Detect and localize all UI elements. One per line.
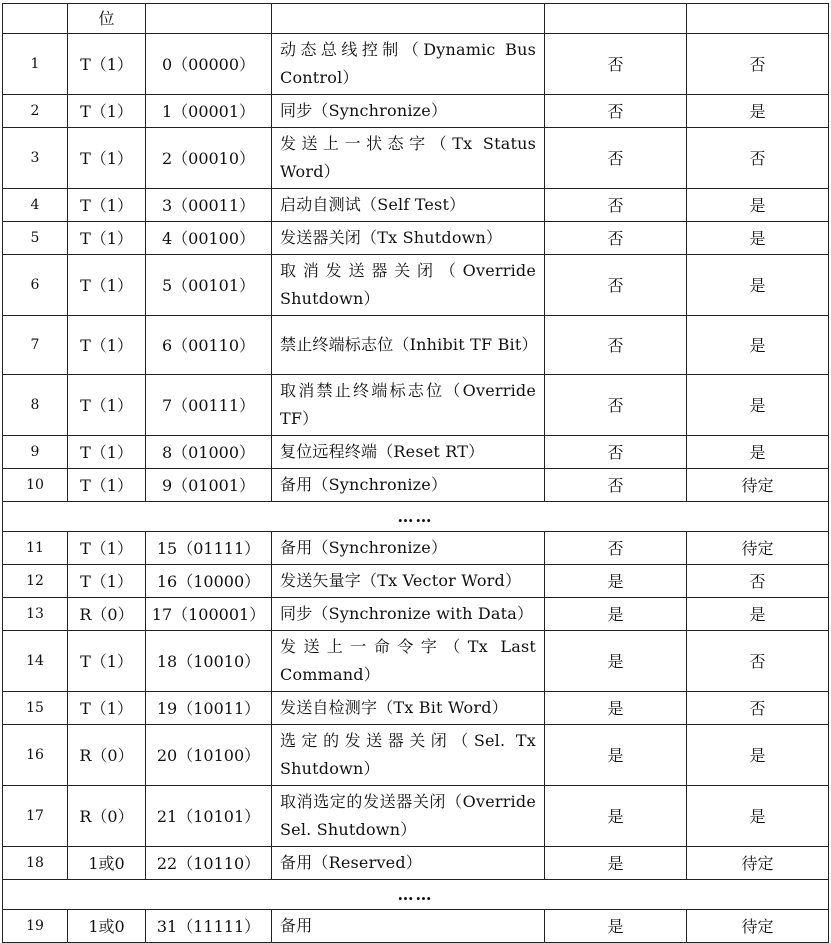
mode-code-cell: 18（10010）	[146, 631, 272, 692]
flag-cell: 否	[687, 128, 829, 189]
table-row	[3, 189, 829, 222]
tr-bit-cell: R（0）	[68, 598, 146, 631]
flag-cell: 否	[545, 189, 687, 222]
row-number: 13	[3, 598, 68, 631]
row-number: 14	[3, 631, 68, 692]
tr-bit-cell: T（1）	[68, 128, 146, 189]
tr-bit-cell: T（1）	[68, 692, 146, 725]
description-cell: 复位远程终端（Reset RT）	[272, 436, 545, 469]
mode-code-cell: 8（01000）	[146, 436, 272, 469]
flag-cell: 是	[687, 436, 829, 469]
flag-cell: 否	[545, 469, 687, 502]
tr-bit-cell: 1或0	[68, 910, 146, 943]
flag-cell: 是	[687, 255, 829, 316]
table-row	[3, 565, 829, 598]
flag-cell: 是	[687, 95, 829, 128]
mode-code-cell: 5（00101）	[146, 255, 272, 316]
table-row	[3, 532, 829, 565]
tr-bit-cell: T（1）	[68, 565, 146, 598]
description-cell: 发送矢量字（Tx Vector Word）	[272, 565, 545, 598]
tr-bit-cell: R（0）	[68, 725, 146, 786]
tr-bit-cell: T（1）	[68, 631, 146, 692]
tr-bit-cell: T（1）	[68, 95, 146, 128]
flag-cell: 否	[687, 692, 829, 725]
description-cell: 发送上一状态字（Tx Status Word）	[272, 128, 545, 189]
ellipsis-text: ……	[3, 880, 829, 910]
tr-bit-cell: T（1）	[68, 222, 146, 255]
table-row	[3, 847, 829, 880]
tr-bit-cell: T（1）	[68, 469, 146, 502]
description-cell: 备用（Reserved）	[272, 847, 545, 880]
mode-code-cell: 0（00000）	[146, 34, 272, 95]
tr-bit-cell: T（1）	[68, 255, 146, 316]
header-cell	[545, 4, 687, 34]
row-number: 9	[3, 436, 68, 469]
description-cell: 同步（Synchronize）	[272, 95, 545, 128]
row-number: 3	[3, 128, 68, 189]
ellipsis-text: ……	[3, 502, 829, 532]
row-number: 4	[3, 189, 68, 222]
flag-cell: 否	[545, 375, 687, 436]
description-cell: 备用（Synchronize）	[272, 469, 545, 502]
row-number: 10	[3, 469, 68, 502]
mode-code-cell: 7（00111）	[146, 375, 272, 436]
flag-cell: 是	[545, 692, 687, 725]
flag-cell: 是	[545, 786, 687, 847]
table-header-row	[3, 4, 829, 34]
ellipsis-row	[3, 502, 829, 532]
mode-code-cell: 19（10011）	[146, 692, 272, 725]
tr-bit-cell: R（0）	[68, 786, 146, 847]
header-cell	[146, 4, 272, 34]
flag-cell: 是	[545, 598, 687, 631]
row-number: 5	[3, 222, 68, 255]
flag-cell: 否	[545, 532, 687, 565]
flag-cell: 否	[687, 34, 829, 95]
flag-cell: 否	[545, 255, 687, 316]
row-number: 18	[3, 847, 68, 880]
mode-code-cell: 16（10000）	[146, 565, 272, 598]
flag-cell: 待定	[687, 847, 829, 880]
tr-bit-cell: 1或0	[68, 847, 146, 880]
mode-code-cell: 2（00010）	[146, 128, 272, 189]
flag-cell: 否	[687, 631, 829, 692]
table-row	[3, 631, 829, 692]
flag-cell: 否	[545, 436, 687, 469]
ellipsis-row	[3, 880, 829, 910]
flag-cell: 是	[687, 725, 829, 786]
description-cell: 发送自检测字（Tx Bit Word）	[272, 692, 545, 725]
table-row	[3, 375, 829, 436]
description-cell: 备用	[272, 910, 545, 943]
flag-cell: 是	[687, 316, 829, 375]
tr-bit-cell: T（1）	[68, 375, 146, 436]
row-number: 15	[3, 692, 68, 725]
description-cell: 动态总线控制（Dynamic Bus Control）	[272, 34, 545, 95]
row-number: 8	[3, 375, 68, 436]
table-row	[3, 128, 829, 189]
table-row	[3, 692, 829, 725]
flag-cell: 是	[545, 910, 687, 943]
row-number: 19	[3, 910, 68, 943]
table-row	[3, 222, 829, 255]
flag-cell: 是	[687, 222, 829, 255]
tr-bit-cell: T（1）	[68, 316, 146, 375]
flag-cell: 否	[545, 95, 687, 128]
mode-code-cell: 9（01001）	[146, 469, 272, 502]
flag-cell: 是	[545, 725, 687, 786]
description-cell: 发送器关闭（Tx Shutdown）	[272, 222, 545, 255]
flag-cell: 否	[545, 128, 687, 189]
header-cell: 位	[68, 4, 146, 34]
flag-cell: 是	[687, 598, 829, 631]
mode-code-cell: 20（10100）	[146, 725, 272, 786]
row-number: 17	[3, 786, 68, 847]
header-cell	[3, 4, 68, 34]
mode-code-cell: 21（10101）	[146, 786, 272, 847]
table-row	[3, 95, 829, 128]
header-cell	[687, 4, 829, 34]
flag-cell: 否	[687, 565, 829, 598]
flag-cell: 否	[545, 316, 687, 375]
row-number: 12	[3, 565, 68, 598]
flag-cell: 待定	[687, 910, 829, 943]
row-number: 6	[3, 255, 68, 316]
table-row	[3, 786, 829, 847]
table-row	[3, 469, 829, 502]
description-cell: 选定的发送器关闭（Sel. Tx Shutdown）	[272, 725, 545, 786]
mode-code-cell: 6（00110）	[146, 316, 272, 375]
row-number: 1	[3, 34, 68, 95]
description-cell: 取消发送器关闭（Override Shutdown）	[272, 255, 545, 316]
description-cell: 取消禁止终端标志位（Override TF）	[272, 375, 545, 436]
table-row	[3, 34, 829, 95]
mode-code-cell: 4（00100）	[146, 222, 272, 255]
description-cell: 取消选定的发送器关闭（Override Sel. Shutdown）	[272, 786, 545, 847]
row-number: 11	[3, 532, 68, 565]
mode-code-cell: 1（00001）	[146, 95, 272, 128]
flag-cell: 是	[687, 786, 829, 847]
mode-code-cell: 31（11111）	[146, 910, 272, 943]
description-cell: 同步（Synchronize with Data）	[272, 598, 545, 631]
row-number: 2	[3, 95, 68, 128]
table-row	[3, 598, 829, 631]
flag-cell: 是	[545, 565, 687, 598]
tr-bit-cell: T（1）	[68, 189, 146, 222]
tr-bit-cell: T（1）	[68, 34, 146, 95]
flag-cell: 待定	[687, 532, 829, 565]
row-number: 16	[3, 725, 68, 786]
flag-cell: 是	[545, 847, 687, 880]
description-cell: 启动自测试（Self Test）	[272, 189, 545, 222]
flag-cell: 是	[545, 631, 687, 692]
flag-cell: 待定	[687, 469, 829, 502]
tr-bit-cell: T（1）	[68, 436, 146, 469]
row-number: 7	[3, 316, 68, 375]
tr-bit-cell: T（1）	[68, 532, 146, 565]
table-row	[3, 255, 829, 316]
table-row	[3, 436, 829, 469]
mode-code-cell: 22（10110）	[146, 847, 272, 880]
description-cell: 禁止终端标志位（Inhibit TF Bit）	[272, 316, 545, 375]
table-row	[3, 910, 829, 943]
mode-code-cell: 17（100001）	[146, 598, 272, 631]
description-cell: 备用（Synchronize）	[272, 532, 545, 565]
table-row	[3, 725, 829, 786]
header-cell	[272, 4, 545, 34]
flag-cell: 是	[687, 375, 829, 436]
flag-cell: 是	[687, 189, 829, 222]
mode-code-cell: 15（01111）	[146, 532, 272, 565]
flag-cell: 否	[545, 222, 687, 255]
mode-code-cell: 3（00011）	[146, 189, 272, 222]
flag-cell: 否	[545, 34, 687, 95]
description-cell: 发送上一命令字（Tx Last Command）	[272, 631, 545, 692]
mode-code-table	[2, 3, 829, 943]
table-row	[3, 316, 829, 375]
